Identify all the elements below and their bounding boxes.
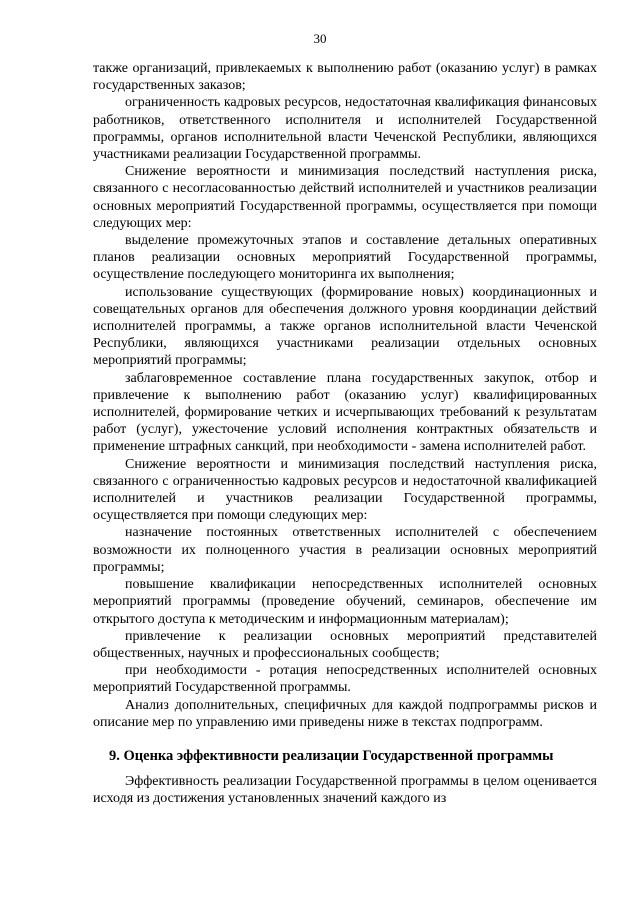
paragraph-measure-permanent-executors: назначение постоянных ответственных исполнителей с обеспечением возможности их полноценного участия в реализации основных мероприятий программы; xyxy=(93,525,597,575)
page-number: 30 xyxy=(313,31,327,46)
paragraph-measure-coordination-bodies: использование существующих (формирование новых) координационных и совещательных органов для обеспечения должного уровня координации действий исполнителей программы, а также органов исполнительной власти Чеченской Республики, являющихся участниками реализации отдельных основных мероприятий программы; xyxy=(93,284,597,369)
page-body xyxy=(93,60,597,807)
paragraph-efficiency-intro: Эффективность реализации Государственной программы в целом оценивается исходя из достижения установленных значений каждого из xyxy=(93,773,597,807)
paragraph-measure-procurement: заблаговременное составление плана государственных закупок, отбор и привлечение к выполнению работ (оказанию услуг) квалифицированных исполнителей, формирование четких и исчерпывающих требований к результатам работ (услуг), ужесточение условий исполнения контрактных обязательств и применение штрафных санкций, при необходимости - замена исполнителей работ. xyxy=(93,370,597,455)
paragraph-continuation: также организаций, привлекаемых к выполнению работ (оказанию услуг) в рамках государственных заказов; xyxy=(93,61,597,94)
paragraph-subprogram-risks: Анализ дополнительных, специфичных для каждой подпрограммы рисков и описание мер по управлению ими приведены ниже в текстах подпрограмм. xyxy=(93,697,597,730)
paragraph-measure-stages: выделение промежуточных этапов и составление детальных оперативных планов реализации основных мероприятий Государственной программы, осуществление последующего мониторинга их выполнения; xyxy=(93,233,597,283)
section-heading: 9. Оценка эффективности реализации Государственной программы xyxy=(109,747,554,764)
paragraph-measure-rotation: при необходимости - ротация непосредственных исполнителей основных мероприятий Государственной программы. xyxy=(93,663,597,696)
paragraph-risk-staffing: ограниченность кадровых ресурсов, недостаточная квалификация финансовых работников, ответственного исполнителя и исполнителей Государственной программы, органов исполнительной власти Чеченской Республики, являющихся участниками реализации Государственной программы. xyxy=(93,95,597,163)
paragraph-staffing-risk-intro: Снижение вероятности и минимизация последствий наступления риска, связанного с ограниченностью кадровых ресурсов и недостаточной квалификацией исполнителей и участников реализации Государственной программы, осуществляется при помощи следующих мер: xyxy=(93,456,597,524)
paragraph-measure-community: привлечение к реализации основных мероприятий представителей общественных, научных и профессиональных сообществ; xyxy=(93,628,597,661)
paragraph-measure-qualification: повышение квалификации непосредственных исполнителей основных мероприятий программы (проведение обучений, семинаров, обеспечение им открытого доступа к методическим и информационным материалам); xyxy=(93,577,597,627)
paragraph-coordination-risk-intro: Снижение вероятности и минимизация последствий наступления риска, связанного с несогласованностью действий исполнителей и участников реализации основных мероприятий Государственной программы, осуществляется при помощи следующих мер: xyxy=(93,164,597,231)
